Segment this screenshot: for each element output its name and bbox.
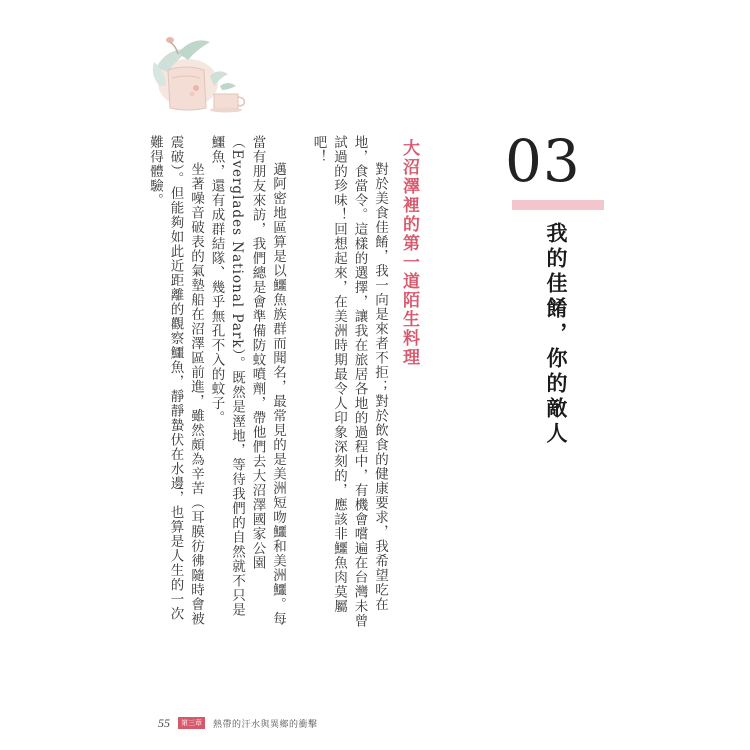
section-title: 大沼澤裡的第一道陌生料理 <box>399 139 419 367</box>
chapter-badge: 第三章 <box>178 717 205 729</box>
page-footer <box>158 715 318 731</box>
paragraph: 對於美食佳餚，我一向是來者不拒；對於飲食的健康要求，我希望吃在地，食當令。這樣的選擇，讓我在旅居各地的過程中，有機會嚐遍在台灣未曾試過的珍味！回想起來，在美洲時期最令人印象深刻的，應該非鱷魚肉莫屬吧！ <box>310 135 388 628</box>
running-title: 熱帶的汗水與異鄉的衝擊 <box>213 719 318 730</box>
paragraph: 邁阿密地區算是以鱷魚族群而聞名，最常見的是美洲短吻鱷和美洲鱷。每當有朋友來訪，我們總是會準備防蚊噴劑，帶他們去大沼澤國家公園（Everglades National Park）。既然是溼地，等待我們的自然就不只是鱷魚，還有成群結隊、幾乎無孔不入的蚊子。 <box>208 135 286 626</box>
chapter-number: 03 <box>505 127 581 195</box>
paragraph: 坐著噪音破表的氣墊船在沼澤區前進，雖然頗為辛苦（耳膜彷彿隨時會被震破）。但能夠如此近距離的觀察鱷魚，靜靜蟄伏在水邊，也算是人生的一次難得體驗。 <box>147 135 204 626</box>
teapot-and-teacup-with-leaves-icon <box>148 28 258 113</box>
body-text <box>147 135 390 630</box>
chapter-title: 我的佳餚，你的敵人 <box>544 222 568 447</box>
page-number: 55 <box>158 715 170 730</box>
chapter-accent-bar <box>512 200 604 210</box>
